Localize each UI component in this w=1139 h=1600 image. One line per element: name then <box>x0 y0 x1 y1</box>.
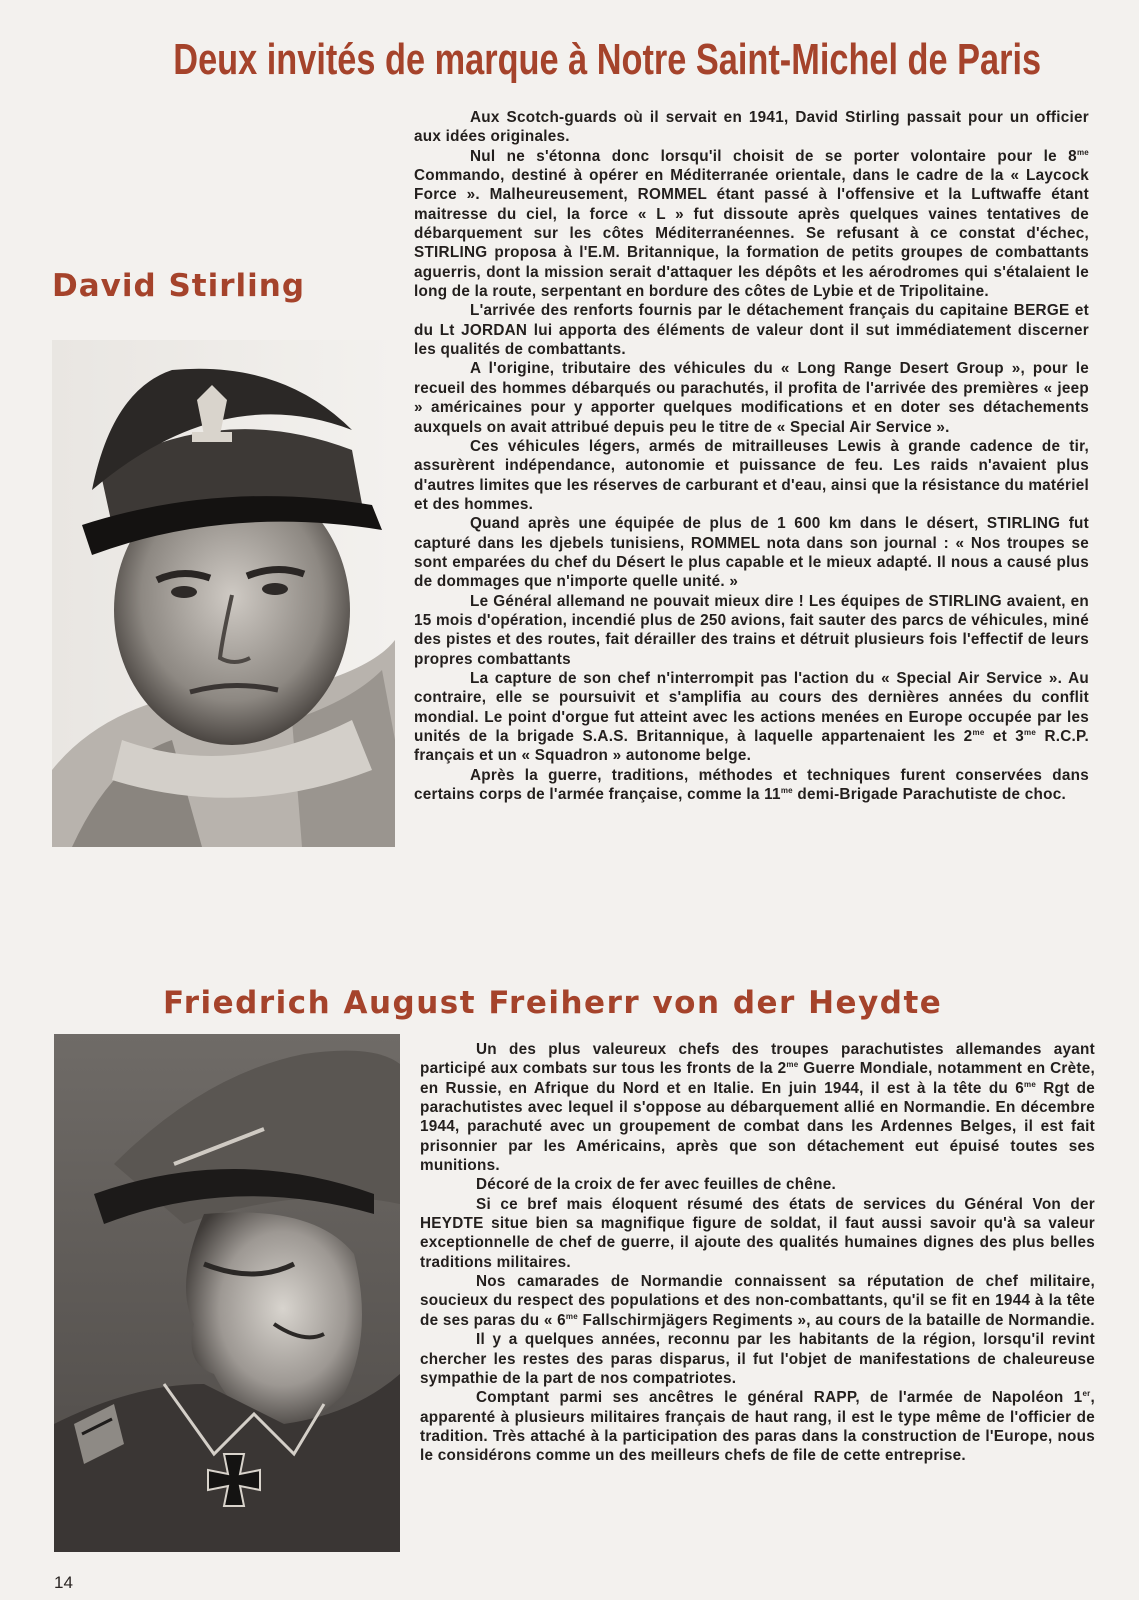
paragraph: Si ce bref mais éloquent résumé des états de services du Général Von der HEYDTE situe bien sa magnifique figure de soldat, il faut aussi savoir qu'à sa valeur exceptionnelle de chef de guerre, il ajoute des qualités humaines dignes des plus belles traditions militaires. <box>420 1195 1095 1271</box>
paragraph: Le Général allemand ne pouvait mieux dire ! Les équipes de STIRLING avaient, en 15 mois d'opération, incendié plus de 250 avions, fait sauter des parcs de véhicules, miné des pistes et des routes, fait dérailler des trains et détruit plusieurs fois l'effectif de leurs propres combattants <box>414 592 1089 668</box>
paragraph <box>420 1388 1095 1465</box>
heading-von-der-heydte: Friedrich August Freiherr von der Heydte <box>163 985 943 1021</box>
superscript: me <box>1076 147 1089 157</box>
paragraph <box>420 1040 1095 1175</box>
paragraph: Quand après une équipée de plus de 1 600 km dans le désert, STIRLING fut capturé dans les djebels tunisiens, ROMMEL nota dans son journal : « Nos troupes se sont emparées du chef du Désert le plus capable et le mieux adapté. Il nous a causé plus de dommages que n'importe quelle unité. » <box>414 515 1089 591</box>
paragraph <box>414 147 1089 302</box>
text-span: Un des plus valeureux chefs des troupes parachutistes allemandes ayant participé aux combats sur tous les fronts de la 2 <box>420 1041 1095 1078</box>
superscript: er <box>1082 1389 1091 1399</box>
paragraph <box>414 669 1089 766</box>
text-span: demi-Brigade Parachutiste de choc. <box>792 786 1066 804</box>
text-span: La capture de son chef n'interrompit pas l'action du « Special Air Service ». Au contraire, elle se poursuivit et s'amplifia au cours des dernières années du conflit mondial. Le point d'orgue fut atteint avec les actions menées en Europe occupée par les unités de la brigade S.A.S. Britannique, à laquelle appartenaient les 2 <box>414 669 1089 745</box>
heading-david-stirling: David Stirling <box>52 268 306 304</box>
page-number: 14 <box>54 1573 73 1592</box>
paragraph: Aux Scotch-guards où il servait en 1941, David Stirling passait pour un officier aux idées originales. <box>414 109 1089 146</box>
paragraph: Décoré de la croix de fer avec feuilles de chêne. <box>476 1176 836 1194</box>
text-span: R.C.P. français et un « Squadron » autonome belge. <box>414 728 1090 765</box>
paragraph: L'arrivée des renforts fournis par le détachement français du capitaine BERGE et du Lt JORDAN lui apporta des éléments de valeur dont il sut immédiatement discerner les qualités de combattants. <box>414 302 1089 359</box>
text-span: Comptant parmi ses ancêtres le général RAPP, de l'armée de Napoléon 1 <box>476 1389 1083 1407</box>
text-span: Guerre Mondiale, notamment en Crète, en Russie, en Afrique du Nord et en Italie. En juin 1944, il est à la tête du 6 <box>420 1060 1095 1097</box>
photo-von-der-heydte <box>54 1034 400 1552</box>
paragraph: Ces véhicules légers, armés de mitrailleuses Lewis à grande cadence de tir, assurèrent indépendance, autonomie et puissance de feu. Les raids n'avaient plus d'autres limites que les réserves de carburant et d'eau, ainsi que la résistance du matériel et des hommes. <box>414 437 1089 513</box>
text-span: , apparenté à plusieurs militaires français de haut rang, il est le type même de l'officier de tradition. Très attaché à la participation des paras dans la construction de l'Europe, nous le considérons comme un des meilleurs chefs de file de cette entreprise. <box>420 1389 1095 1465</box>
superscript: me <box>1024 727 1037 737</box>
superscript: me <box>780 785 793 795</box>
paragraph <box>420 1272 1095 1330</box>
paragraph <box>414 766 1089 805</box>
text-span: Rgt de parachutistes avec lequel il s'oppose au débarquement allié en Normandie. En décembre 1944, parachuté avec un groupement de combat dans les Ardennes Belges, il est fait prisonnier par les Américains, après que son détachement eut épuisé toutes ses munitions. <box>420 1079 1095 1175</box>
superscript: me <box>972 727 985 737</box>
article-david-stirling <box>414 108 1089 804</box>
article-von-der-heydte <box>420 1040 1095 1466</box>
superscript: me <box>786 1060 799 1070</box>
photo-david-stirling <box>52 340 395 847</box>
text-span: et 3 <box>984 728 1025 745</box>
superscript: me <box>1023 1079 1037 1089</box>
paragraph: Il y a quelques années, reconnu par les habitants de la région, lorsqu'il revint chercher les restes des paras disparus, il fut l'objet de manifestations de chaleureuse sympathie de la part de nos compatriotes. <box>420 1331 1095 1387</box>
paragraph: A l'origine, tributaire des véhicules du « Long Range Desert Group », pour le recueil des hommes débarqués ou parachutés, il profita de l'arrivée des premières « jeep » américaines pour y apporter quelques modifications et en doter ses détachements auxquels on avait attribué depuis peu le titre de « Special Air Service ». <box>414 360 1089 436</box>
text-span: Nos camarades de Normandie connaissent sa réputation de chef militaire, soucieux du respect des populations et des non-combattants, qu'il se fit en 1944 à la tête de ses paras du « 6 <box>420 1273 1095 1329</box>
text-span: Fallschirmjägers Regiments », au cours de la bataille de Normandie. <box>577 1311 1095 1329</box>
page-title: Deux invités de marque à Notre Saint-Michel de Paris <box>173 35 1042 84</box>
superscript: me <box>565 1311 578 1321</box>
text-span: Commando, destiné à opérer en Méditerranée orientale, dans le cadre de la « Laycock Force ». Malheureusement, ROMMEL étant passé à l'offensive et la Luftwaffe étant maitresse du ciel, la force « L » fut dissoute après quelques vaines tentatives de débarquement sur les côtes Méditerranéennes. Se refusant à ce constat d'échec, STIRLING proposa à l'E.M. Britannique, la formation de petits groupes de combattants aguerris, dont la mission serait d'attaquer les dépôts et les aérodromes qui s'étalaient le long de la route, serpentant en bordure des côtes de Lybie et de Tripolitaine. <box>414 167 1089 301</box>
text-span: Après la guerre, traditions, méthodes et techniques furent conservées dans certains corps de l'armée française, comme la 11 <box>414 766 1089 804</box>
text-span: Nul ne s'étonna donc lorsqu'il choisit de se porter volontaire pour le 8 <box>470 147 1077 165</box>
